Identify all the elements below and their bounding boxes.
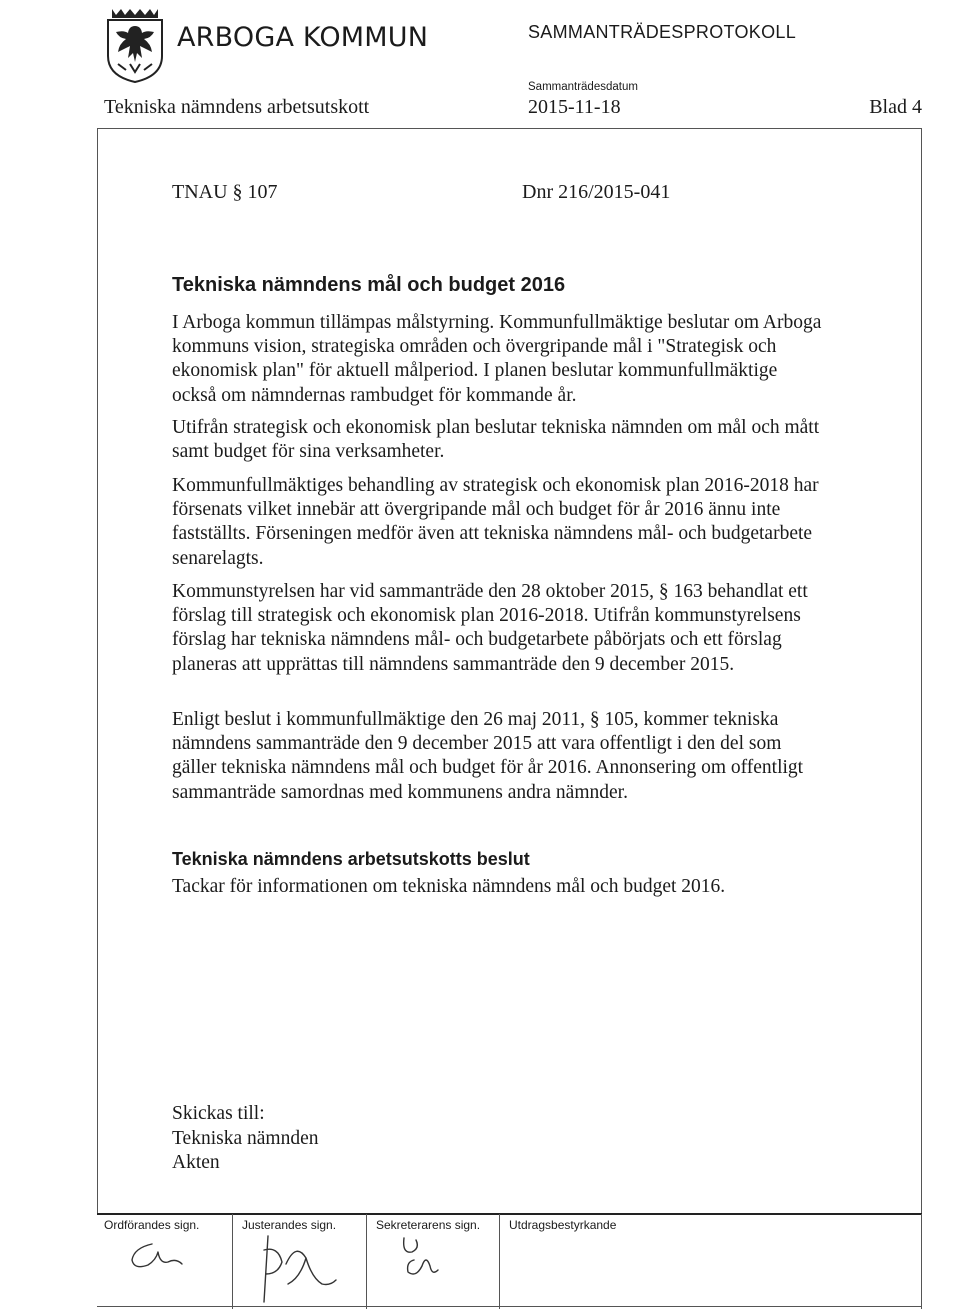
document-type: SAMMANTRÄDESPROTOKOLL — [528, 22, 797, 42]
case-number: Dnr 216/2015-041 — [522, 181, 671, 203]
chair-signature — [120, 1232, 200, 1277]
body-paragraph: Kommunstyrelsen har vid sammanträde den 28 oktober 2015, § 163 behandlat ett förslag till strategisk och ekonomisk plan 2016-2018. Utifrån kommunstyrelsens förslag har tekniska nämndens mål- och budgetarbete påbörjats och ett förslag planeras att upprättas till nämndens sammanträde den 9 december 2015. — [172, 581, 808, 675]
secretary-signature — [392, 1232, 452, 1282]
signature-cell-divider — [499, 1214, 500, 1309]
signature-divider — [97, 1213, 922, 1215]
page-number: Blad 4 — [869, 96, 922, 118]
committee-name: Tekniska nämndens arbetsutskott — [104, 96, 370, 118]
signature-cell-divider — [232, 1214, 233, 1309]
decision-heading: Tekniska nämndens arbetsutskotts beslut — [172, 849, 530, 869]
meeting-date: 2015-11-18 — [528, 96, 621, 118]
body-paragraph: Enligt beslut i kommunfullmäktige den 26 maj 2011, § 105, kommer tekniska nämndens sammanträde den 9 december 2015 att vara offentligt i den del som gäller tekniska nämndens mål och budget för år 2016. Annonsering om offentligt sammanträde samordnas med kommunens andra nämnder. — [172, 709, 804, 803]
signature-cell-divider — [921, 1214, 922, 1309]
signature-cell-divider — [366, 1214, 367, 1309]
body-paragraph: Kommunfullmäktiges behandling av strategisk och ekonomisk plan 2016-2018 har försenats vilket innebär att övergripande mål och budget för år 2016 ännu inte fastställts. Förseningen medför även att tekniska nämndens mål- och budgetarbete senarelagts. — [172, 475, 819, 569]
signature-bottom-rule — [97, 1306, 922, 1307]
decision-text: Tackar för informationen om tekniska nämndens mål och budget 2016. — [172, 876, 726, 897]
municipality-name: ARBOGA KOMMUN — [177, 22, 429, 53]
adjuster-signature — [250, 1228, 350, 1306]
body-paragraph: Utifrån strategisk och ekonomisk plan beslutar tekniska nämnden om mål och mått samt budget för sina verksamheter. — [172, 417, 820, 463]
body-paragraph: I Arboga kommun tillämpas målstyrning. Kommunfullmäktige beslutar om Arboga kommuns vision, strategiska områden och övergripande mål i "Strategisk och ekonomisk plan" för aktuell målperiod. I planen beslutar kommunfullmäktige också om nämndernas rambudget för kommande år. — [172, 312, 822, 406]
paragraph-reference: TNAU § 107 — [172, 181, 278, 203]
distribution-recipient: Akten — [172, 1152, 220, 1173]
distribution-list — [172, 1102, 318, 1176]
distribution-label: Skickas till: — [172, 1103, 265, 1124]
adjuster-signature-label: Justerandes sign. — [242, 1218, 337, 1232]
distribution-recipient: Tekniska nämnden — [172, 1127, 319, 1149]
coat-of-arms-icon — [104, 6, 166, 84]
secretary-signature-label: Sekreterarens sign. — [376, 1218, 481, 1232]
date-label: Sammanträdesdatum — [528, 81, 638, 93]
section-heading: Tekniska nämndens mål och budget 2016 — [172, 274, 566, 296]
chair-signature-label: Ordförandes sign. — [104, 1218, 200, 1232]
certified-signature-label: Utdragsbestyrkande — [509, 1218, 617, 1232]
